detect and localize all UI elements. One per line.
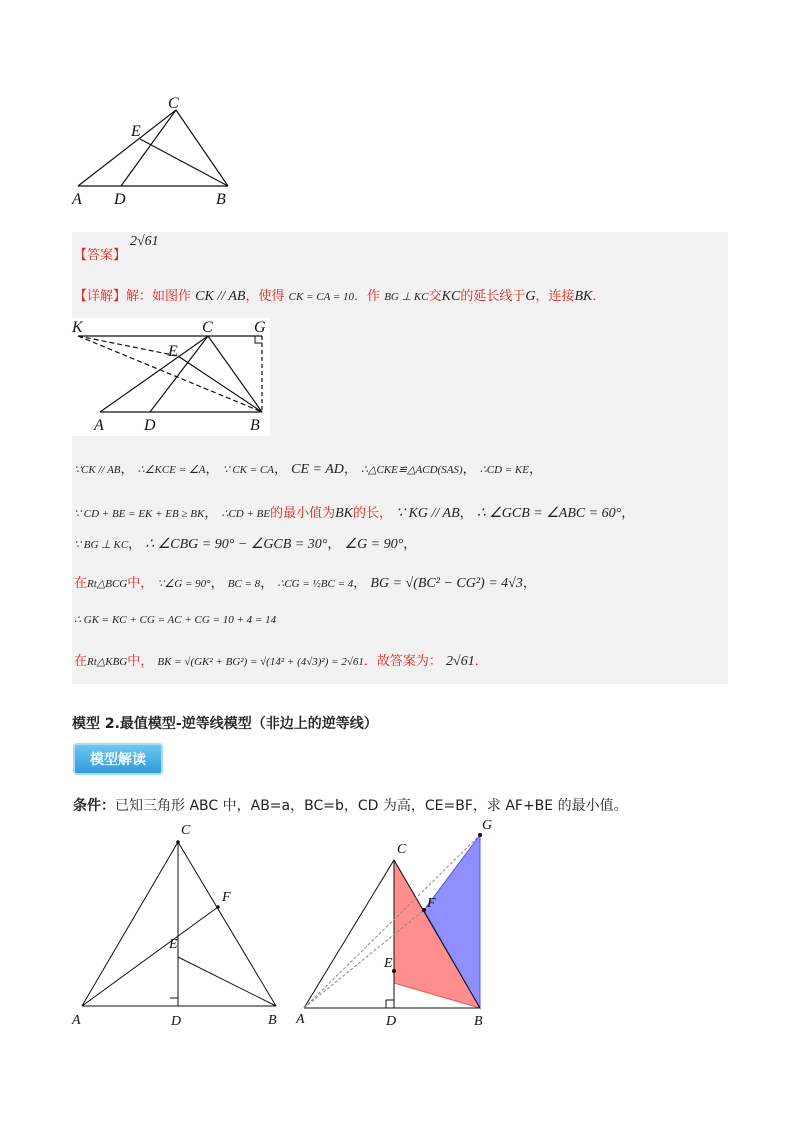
- label-b: B: [250, 417, 260, 434]
- label-d: D: [144, 417, 156, 434]
- proof-line-5: ∴ GK = KC + CG = AC + CG = 10 + 4 = 14: [74, 614, 277, 626]
- label-c: C: [202, 319, 213, 336]
- figure-model-right: [290, 815, 520, 1030]
- label-a: A: [296, 1012, 305, 1027]
- label-c: C: [168, 95, 179, 112]
- label-e: E: [131, 123, 141, 140]
- label-e: E: [168, 343, 178, 360]
- label-c: C: [397, 842, 407, 857]
- answer-value: 2√61: [130, 234, 159, 249]
- proof-line-3: ∵ BG ⊥ KC， ∴ ∠CBG = 90° − ∠GCB = 30°， ∠G = 90°，: [74, 537, 417, 552]
- label-a: A: [94, 417, 104, 434]
- label-g: G: [254, 319, 266, 336]
- section-title: 模型 2.最值模型-逆等线模型（非边上的逆等线）: [72, 716, 378, 732]
- model-badge: 模型解读: [73, 743, 163, 775]
- figure-model-left: [66, 820, 296, 1030]
- label-f: F: [222, 890, 231, 905]
- label-b: B: [268, 1013, 277, 1028]
- label-b: B: [216, 191, 226, 208]
- answer-tag: 【答案】: [74, 248, 127, 263]
- figure-construction-kg: [70, 318, 270, 436]
- proof-line-4: 在Rt△BCG中， ∵∠G = 90°， BC = 8， ∴CG = ½BC = 4， BG = √(BC² − CG²) = 4√3，: [74, 576, 536, 591]
- proof-line-2: ∵ CD + BE = EK + EB ≥ BK， ∴CD + BE的最小值为BK的长， ∵ KG // AB， ∴ ∠GCB = ∠ABC = 60°，: [74, 506, 635, 521]
- label-d: D: [171, 1014, 182, 1029]
- detail-intro: 【详解】解：如图作 CK // AB，使得 CK = CA = 10．作 BG ⊥ KC交KC的延长线于G，连接BK．: [74, 289, 606, 304]
- label-g: G: [482, 818, 493, 833]
- label-e: E: [169, 937, 178, 952]
- label-d: D: [114, 191, 126, 208]
- figure-triangle-abc: [68, 92, 248, 212]
- label-c: C: [181, 823, 191, 838]
- label-e: E: [384, 956, 393, 971]
- proof-line-1: ∵CK // AB， ∴∠KCE = ∠A， ∵ CK = CA， CE = AD， ∴△CKE≌△ACD(SAS)， ∴CD = KE，: [74, 462, 543, 477]
- label-f: F: [427, 896, 436, 911]
- label-a: A: [72, 1013, 81, 1028]
- label-b: B: [474, 1014, 483, 1029]
- label-d: D: [386, 1014, 397, 1029]
- condition-text: 条件：已知三角形 ABC 中，AB=a，BC=b，CD 为高，CE=BF，求 AF+BE 的最小值。: [73, 798, 628, 814]
- label-k: K: [72, 319, 83, 336]
- proof-line-6: 在Rt△KBG中， BK = √(GK² + BG²) = √(14² + (4√3)²) = 2√61．故答案为： 2√61．: [74, 654, 488, 669]
- label-a: A: [72, 191, 82, 208]
